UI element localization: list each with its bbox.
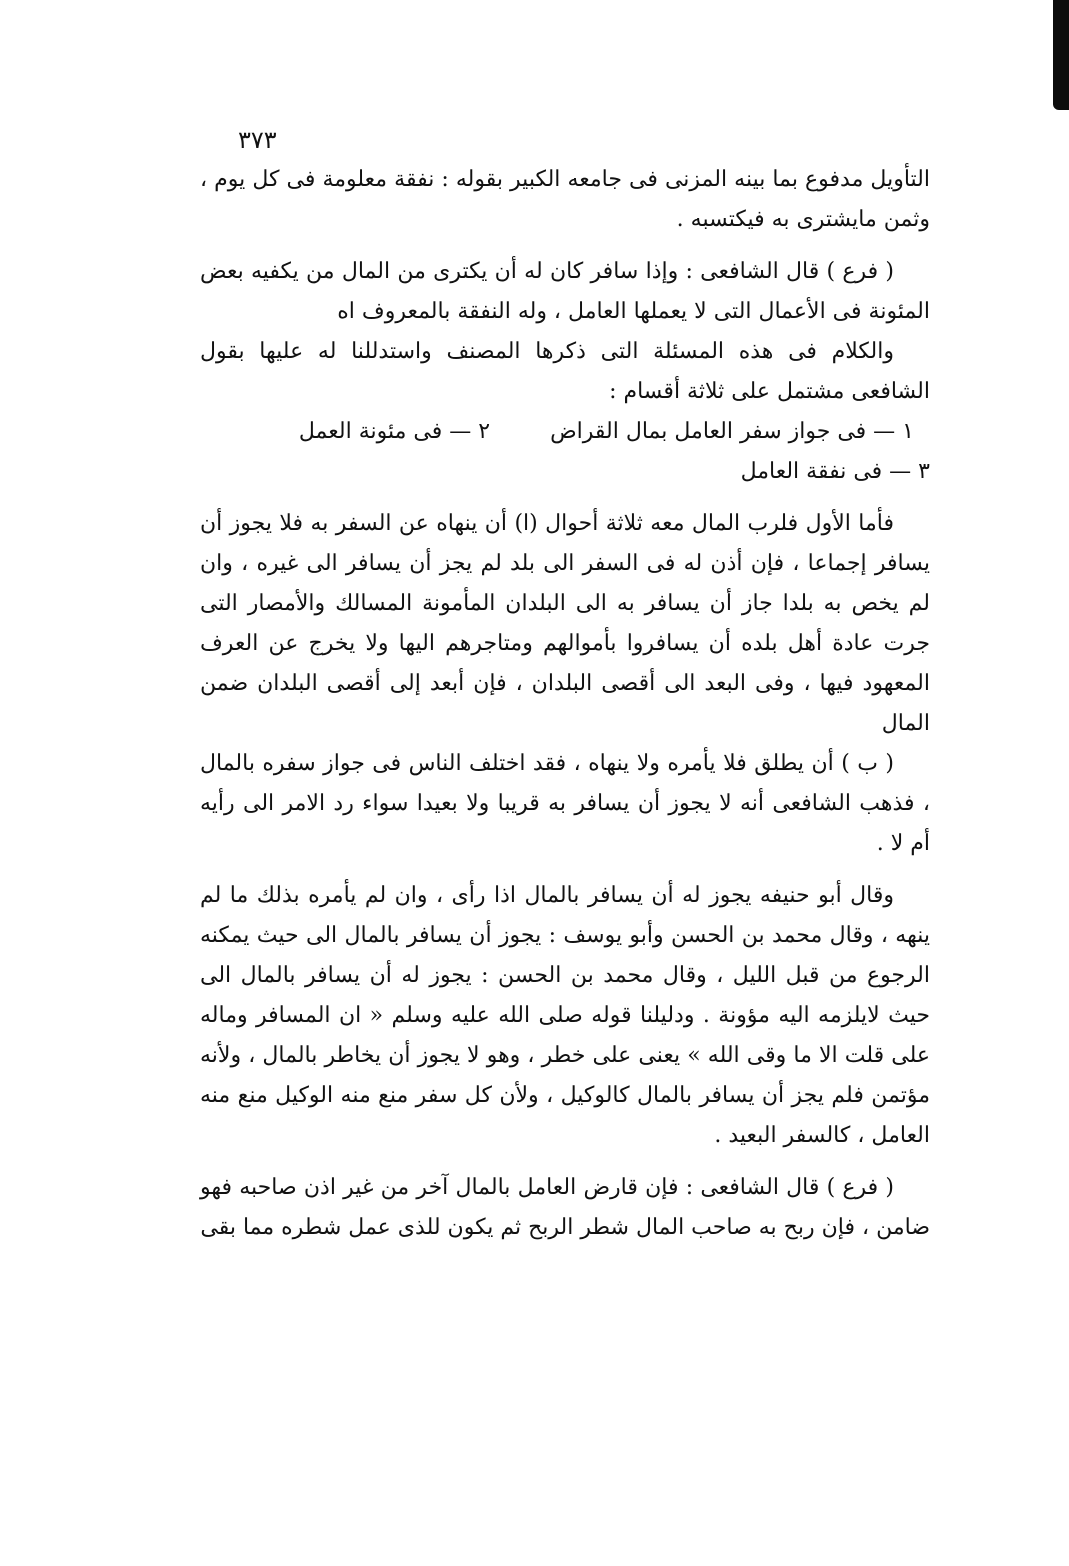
- ba-paragraph: ( ب ) أن يطلق فلا يأمره ولا ينهاه ، فقد اختلف الناس فى جواز سفره بالمال ، فذهب الشافعى أنه لا يجوز أن يسافر به قريبا ولا بعيدا سواء رد الامر الى رأيه أم لا .: [200, 751, 930, 856]
- far-paragraph-1: ( فرع ) قال الشافعى : وإذا سافر كان له أن يكترى من المال من يكفيه بعض المئونة فى الأعمال التى لا يعملها العامل ، وله النفقة بالمعروف اه: [200, 259, 930, 324]
- list-item-2: ٢ — فى مئونة العمل: [298, 419, 491, 444]
- far-paragraph-2: ( فرع ) قال الشافعى : فإن قارض العامل بالمال آخر من غير اذن صاحبه فهو ضامن ، فإن ربح به صاحب المال شطر الربح ثم يكون للذى عمل شطره مما بقى: [200, 1175, 930, 1240]
- list-item-3: ٣ — فى نفقة العامل: [740, 459, 930, 484]
- abuhanifa-paragraph: وقال أبو حنيفه يجوز له أن يسافر بالمال اذا رأى ، وان لم يأمره بذلك ما لم ينهه ، وقال محمد بن الحسن وأبو يوسف : يجوز أن يسافر بالمال الى حيث يمكنه الرجوع من قبل الليل ، وقال محمد بن الحسن : يجوز له أن يسافر بالمال الى حيث لايلزمه اليه مؤونة . ودليلنا قوله صلى الله عليه وسلم « ان المسافر وماله على قلت الا ما وقى الله » يعنى على خطر ، وهو لا يجوز أن يخاطر بالمال ، ولأنه مؤتمن فلم يجز أن يسافر بالمال كالوكيل ، ولأن كل سفر منع منه الوكيل منع منه العامل ، كالسفر البعيد .: [200, 883, 930, 1148]
- kalam-paragraph: والكلام فى هذه المسئلة التى ذكرها المصنف واستدللنا له عليها بقول الشافعى مشتمل على ثلاثة أقسام :: [200, 339, 930, 404]
- list-item-1: ١ — فى جواز سفر العامل بمال القراض: [550, 419, 914, 444]
- intro-paragraph: التأويل مدفوع بما بينه المزنى فى جامعه الكبير بقوله : نفقة معلومة فى كل يوم ، وثمن مايشترى به فيكتسبه .: [200, 167, 930, 232]
- page-body: [200, 160, 930, 1248]
- page-number: ٣٧٣: [238, 126, 277, 154]
- sections-list-row: [200, 412, 930, 452]
- sections-list-row-2: [200, 452, 930, 492]
- page-edge-mark: [1053, 0, 1069, 110]
- awwal-paragraph: فأما الأول فلرب المال معه ثلاثة أحوال (ا) أن ينهاه عن السفر به فلا يجوز أن يسافر إجماعا ، فإن أذن له فى السفر الى بلد لم يجز أن يسافر الى غيره ، وان لم يخص به بلدا جاز أن يسافر به الى البلدان المأمونة المسالك والأمصار التى جرت عادة أهل بلده أن يسافروا بأموالهم ومتاجرهم اليها ولا يخرج عن العرف المعهود فيها ، وفى البعد الى أقصى البلدان ، فإن أبعد إلى أقصى البلدان ضمن المال: [200, 511, 930, 736]
